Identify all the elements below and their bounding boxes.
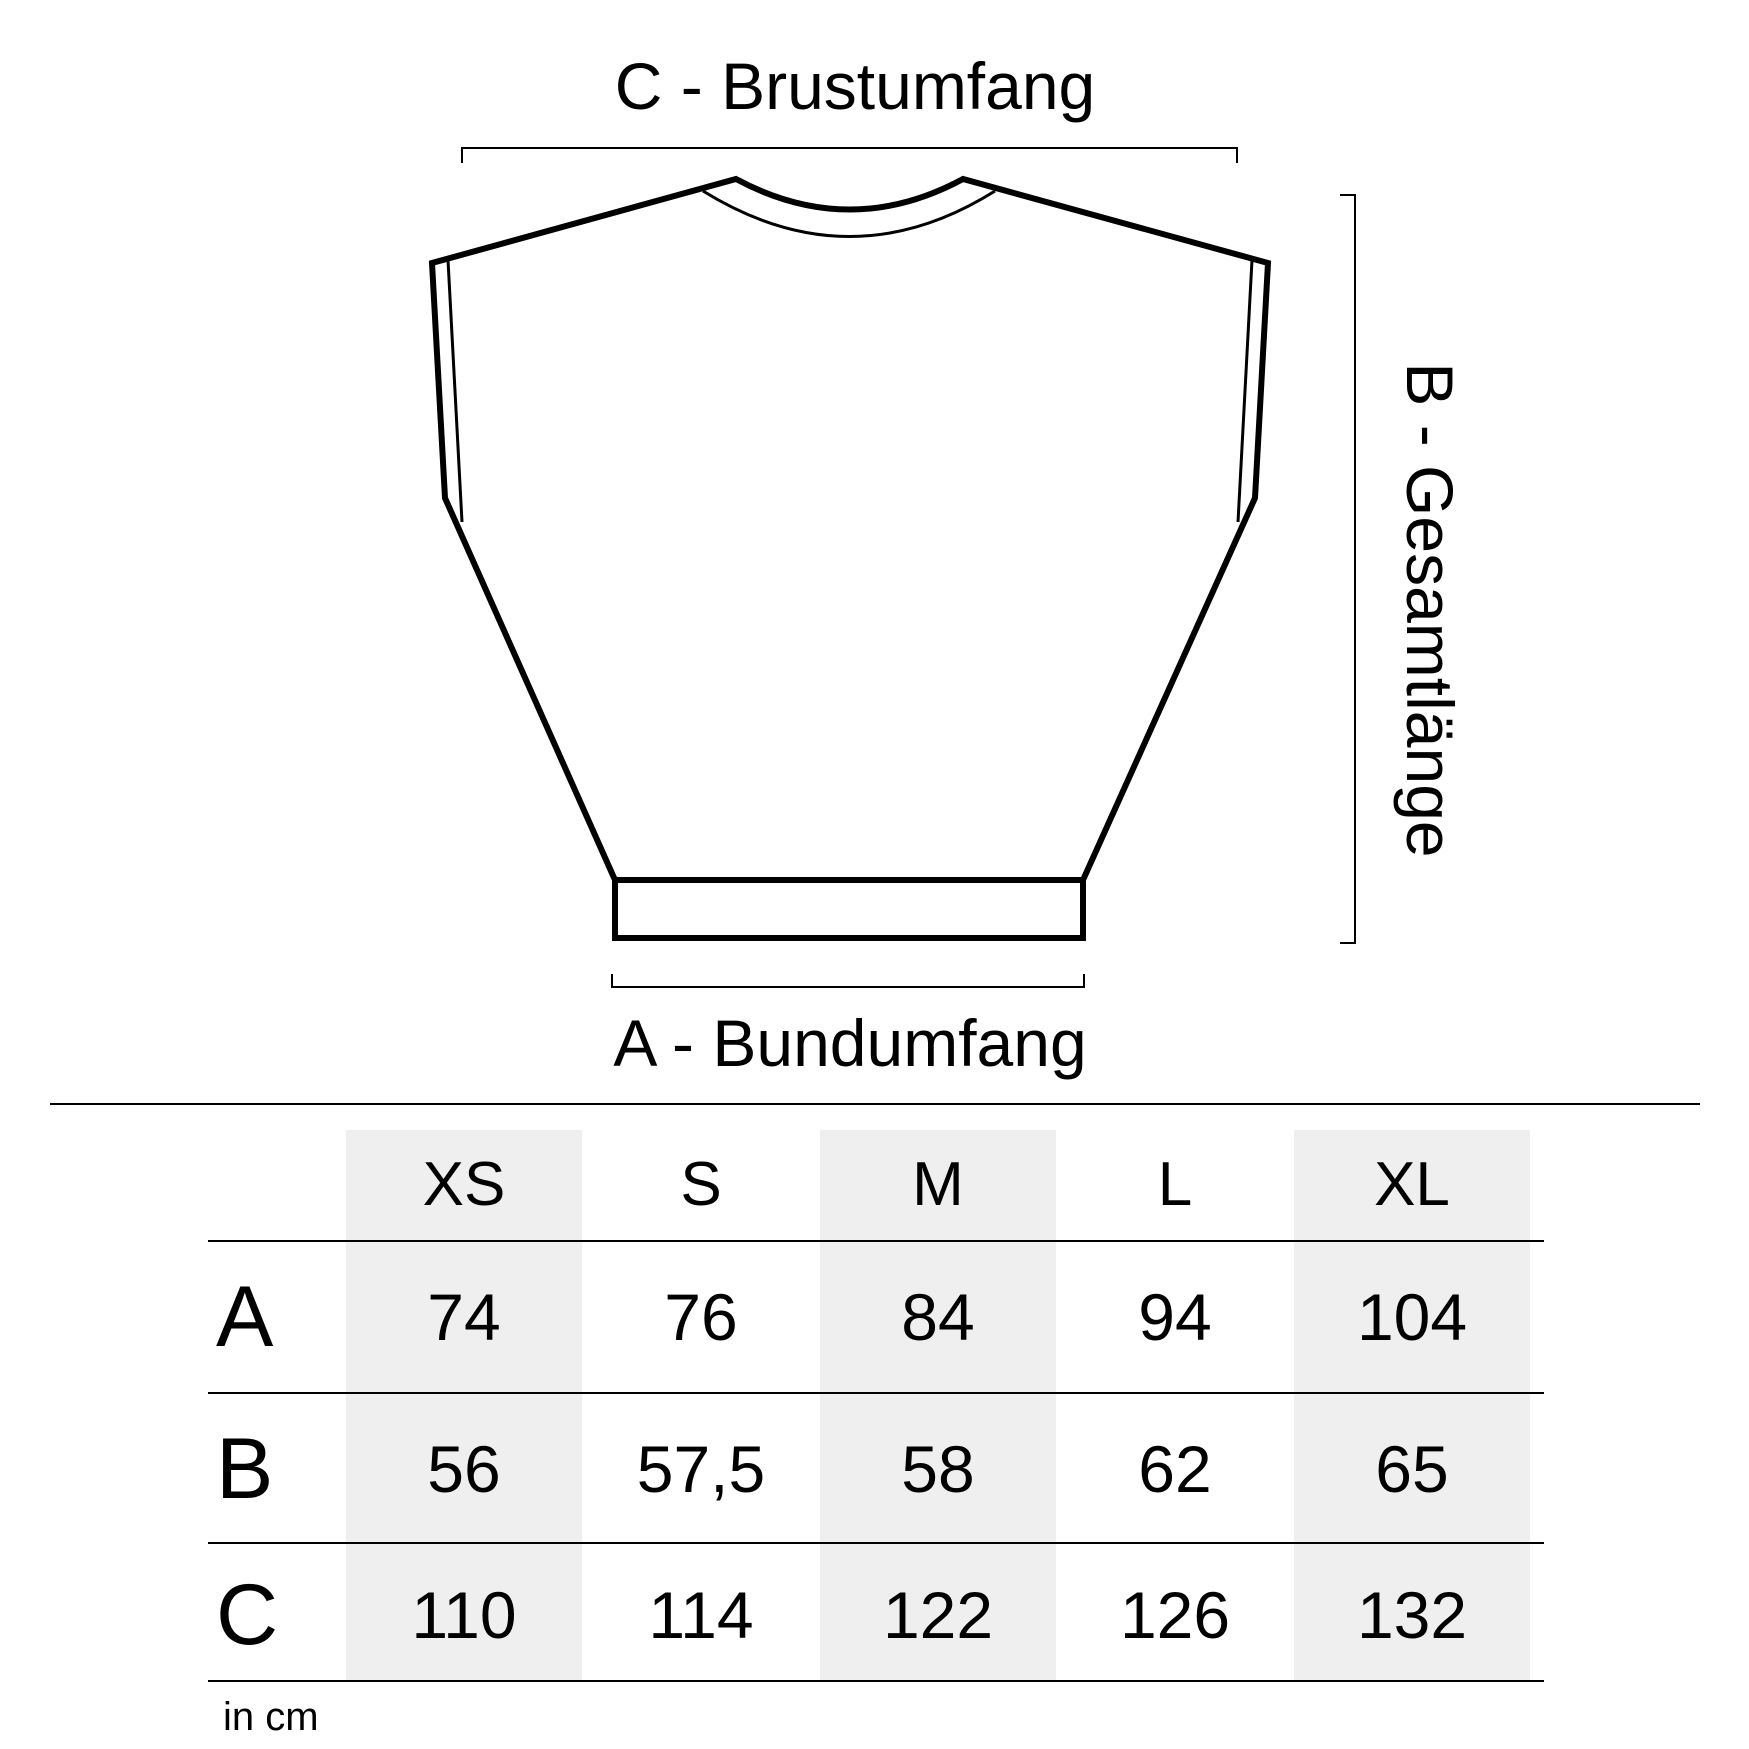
size-header-m: M (912, 1150, 964, 1219)
table-cell: 58 (901, 1432, 975, 1506)
sweater-outline (432, 179, 1268, 938)
table-cell: 122 (882, 1578, 994, 1652)
chest-measurement-label: C - Brustumfang (614, 49, 1096, 123)
table-cell: 76 (664, 1280, 738, 1354)
unit-note: in cm (223, 1695, 319, 1739)
table-cell: 57,5 (636, 1432, 766, 1506)
table-cell: 110 (411, 1578, 517, 1652)
section-divider (50, 1103, 1700, 1105)
length-measurement-label: B - Gesamtlänge (1393, 362, 1467, 858)
size-table (208, 1130, 1544, 1682)
waist-measurement-label: A - Bundumfang (613, 1006, 1087, 1080)
size-header-l: L (1157, 1150, 1193, 1219)
size-header-s: S (680, 1150, 722, 1219)
table-cell: 56 (427, 1432, 501, 1506)
size-header-xl: XL (1374, 1150, 1450, 1219)
size-header-xs: XS (422, 1150, 506, 1219)
row-label-a: A (216, 1269, 274, 1365)
table-cell: 62 (1138, 1432, 1212, 1506)
table-cell: 104 (1356, 1280, 1468, 1354)
waist-dimension-bracket (612, 974, 1084, 987)
table-cell: 65 (1375, 1432, 1449, 1506)
chest-dimension-bracket (462, 148, 1237, 163)
table-cell: 114 (648, 1578, 754, 1652)
table-cell: 126 (1119, 1578, 1231, 1652)
table-cell: 84 (901, 1280, 975, 1354)
table-cell: 94 (1138, 1280, 1212, 1354)
length-dimension-bracket (1340, 195, 1355, 943)
table-cell: 74 (427, 1280, 501, 1354)
table-cell: 132 (1356, 1578, 1468, 1652)
row-label-b: B (216, 1421, 274, 1517)
row-label-c: C (216, 1567, 279, 1663)
